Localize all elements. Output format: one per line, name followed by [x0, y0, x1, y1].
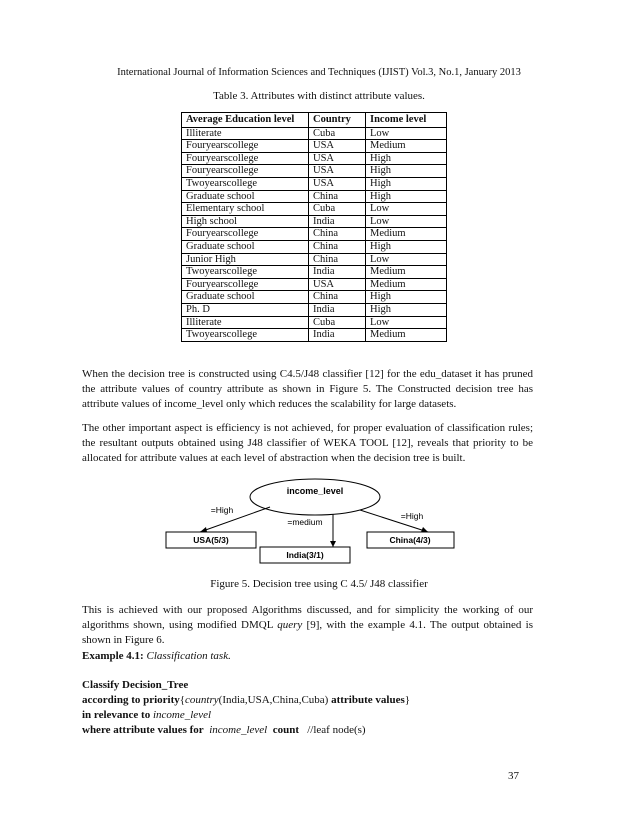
example-heading: [82, 649, 542, 664]
query-keyword: attribute values: [331, 694, 405, 706]
table-cell: USA: [309, 278, 366, 291]
dmql-query-block: [82, 678, 542, 738]
table-cell: USA: [309, 140, 366, 153]
table-cell: High: [366, 152, 447, 165]
table-cell: Low: [366, 127, 447, 140]
table-cell: Low: [366, 203, 447, 216]
table-cell: Twoyearscollege: [182, 329, 309, 342]
table-cell: Junior High: [182, 253, 309, 266]
table-cell: Cuba: [309, 203, 366, 216]
table-cell: USA: [309, 177, 366, 190]
paragraph-text: [9], with the example 4.1. The output obtained is shown in Figure 6.: [82, 619, 533, 647]
journal-header: International Journal of Information Sciences and Techniques (IJIST) Vol.3, No.1, January 2013: [117, 67, 521, 78]
arrowhead: [330, 541, 336, 547]
paragraph-approach: [82, 603, 533, 649]
query-line: [82, 693, 542, 708]
table-row: [182, 303, 447, 316]
table-cell: USA: [309, 152, 366, 165]
root-node: [250, 479, 380, 515]
table-cell: Cuba: [309, 316, 366, 329]
table-cell: India: [309, 215, 366, 228]
table-cell: High school: [182, 215, 309, 228]
example-label: Example 4.1:: [82, 650, 144, 662]
page-number: 37: [508, 770, 519, 782]
table-cell: Fouryearscollege: [182, 228, 309, 241]
paragraph-decision-tree: When the decision tree is constructed using C4.5/J48 classifier [12] for the edu_dataset it has pruned the attribute values of country attribute as shown in Figure 5. The Constructed decision tree has attribute values of income_level only which reduces the scalability for large datasets.: [82, 368, 533, 411]
table-cell: Graduate school: [182, 240, 309, 253]
table-row: [182, 165, 447, 178]
table-row: [182, 291, 447, 304]
table-header-row: [182, 113, 447, 128]
leaf-label-india: India(3/1): [286, 550, 324, 560]
brace: }: [404, 694, 411, 706]
column-header: Country: [309, 113, 366, 128]
column-header: Average Education level: [182, 113, 309, 128]
table-cell: China: [309, 228, 366, 241]
table-row: [182, 329, 447, 342]
table-row: [182, 215, 447, 228]
edge-label-left: =High: [210, 505, 234, 515]
table-row: [182, 240, 447, 253]
table-row: [182, 190, 447, 203]
table-cell: Medium: [366, 329, 447, 342]
table-row: [182, 152, 447, 165]
leaf-label-china: China(4/3): [389, 535, 431, 545]
edge-label-right: =High: [400, 511, 424, 521]
root-node-label: income_level: [286, 486, 344, 496]
table-row: [182, 177, 447, 190]
query-keyword: Classify Decision_Tree: [82, 679, 189, 691]
column-header: Income level: [366, 113, 447, 128]
brace: {: [179, 694, 186, 706]
query-keyword: count: [272, 724, 299, 736]
table-cell: Cuba: [309, 127, 366, 140]
query-term: query: [277, 619, 303, 632]
table-cell: Fouryearscollege: [182, 165, 309, 178]
query-keyword: where attribute values for: [82, 724, 204, 736]
table-cell: High: [366, 177, 447, 190]
table-row: [182, 278, 447, 291]
paragraph-efficiency: The other important aspect is efficiency is not achieved, for proper evaluation of classification rules; the resultant outputs obtained using J48 classifier of WEKA TOOL [12], reveals that priority to be allocated for attribute values at each level of abstraction when the decision tree is built.: [82, 422, 533, 465]
table-cell: High: [366, 190, 447, 203]
table-row: [182, 127, 447, 140]
table-cell: High: [366, 240, 447, 253]
table-cell: Medium: [366, 140, 447, 153]
arrowhead: [421, 527, 428, 532]
table-cell: Twoyearscollege: [182, 177, 309, 190]
table-cell: Low: [366, 253, 447, 266]
query-attribute: country: [185, 694, 219, 706]
example-title: Classification task.: [146, 650, 231, 662]
table-cell: Elementary school: [182, 203, 309, 216]
query-line: [82, 708, 542, 723]
table-cell: Low: [366, 316, 447, 329]
table-cell: Low: [366, 215, 447, 228]
table-row: [182, 228, 447, 241]
query-attribute: income_level: [152, 709, 212, 721]
table-cell: Fouryearscollege: [182, 152, 309, 165]
query-attribute: income_level: [209, 724, 268, 736]
figure-caption: Figure 5. Decision tree using C 4.5/ J48 classifier: [210, 578, 428, 590]
table-row: [182, 140, 447, 153]
query-line: [82, 723, 542, 738]
leaf-label-usa: USA(5/3): [193, 535, 229, 545]
table-cell: High: [366, 303, 447, 316]
table-cell: Ph. D: [182, 303, 309, 316]
table-cell: China: [309, 253, 366, 266]
decision-tree-figure: [160, 476, 480, 576]
attributes-table: [181, 112, 447, 342]
table-cell: Twoyearscollege: [182, 266, 309, 279]
table-cell: Graduate school: [182, 190, 309, 203]
query-args: (India,USA,China,Cuba): [218, 694, 329, 706]
table-cell: Medium: [366, 266, 447, 279]
table-row: [182, 316, 447, 329]
table-cell: India: [309, 266, 366, 279]
table-row: [182, 253, 447, 266]
query-keyword: according to priority: [82, 694, 180, 706]
table-cell: Illiterate: [182, 316, 309, 329]
table-cell: India: [309, 329, 366, 342]
query-line: [82, 678, 542, 693]
arrowhead: [200, 527, 207, 532]
table-row: [182, 203, 447, 216]
edge-label-middle: =medium: [287, 517, 323, 527]
table-cell: Illiterate: [182, 127, 309, 140]
table-cell: USA: [309, 165, 366, 178]
table-cell: Medium: [366, 228, 447, 241]
query-keyword: in relevance to: [82, 709, 151, 721]
table-cell: Fouryearscollege: [182, 278, 309, 291]
table-cell: China: [309, 240, 366, 253]
table-cell: High: [366, 291, 447, 304]
table-cell: High: [366, 165, 447, 178]
table-cell: Medium: [366, 278, 447, 291]
table-cell: China: [309, 291, 366, 304]
paragraph-text: This is achieved with our proposed Algorithms discussed, and for simplicity the working of our algorithms shown, using modified DMQL: [82, 604, 533, 632]
table-cell: China: [309, 190, 366, 203]
table-cell: Fouryearscollege: [182, 140, 309, 153]
query-comment: //leaf node(s): [307, 724, 366, 736]
table-cell: India: [309, 303, 366, 316]
table-caption: Table 3. Attributes with distinct attribute values.: [213, 90, 425, 102]
table-cell: Graduate school: [182, 291, 309, 304]
table-row: [182, 266, 447, 279]
